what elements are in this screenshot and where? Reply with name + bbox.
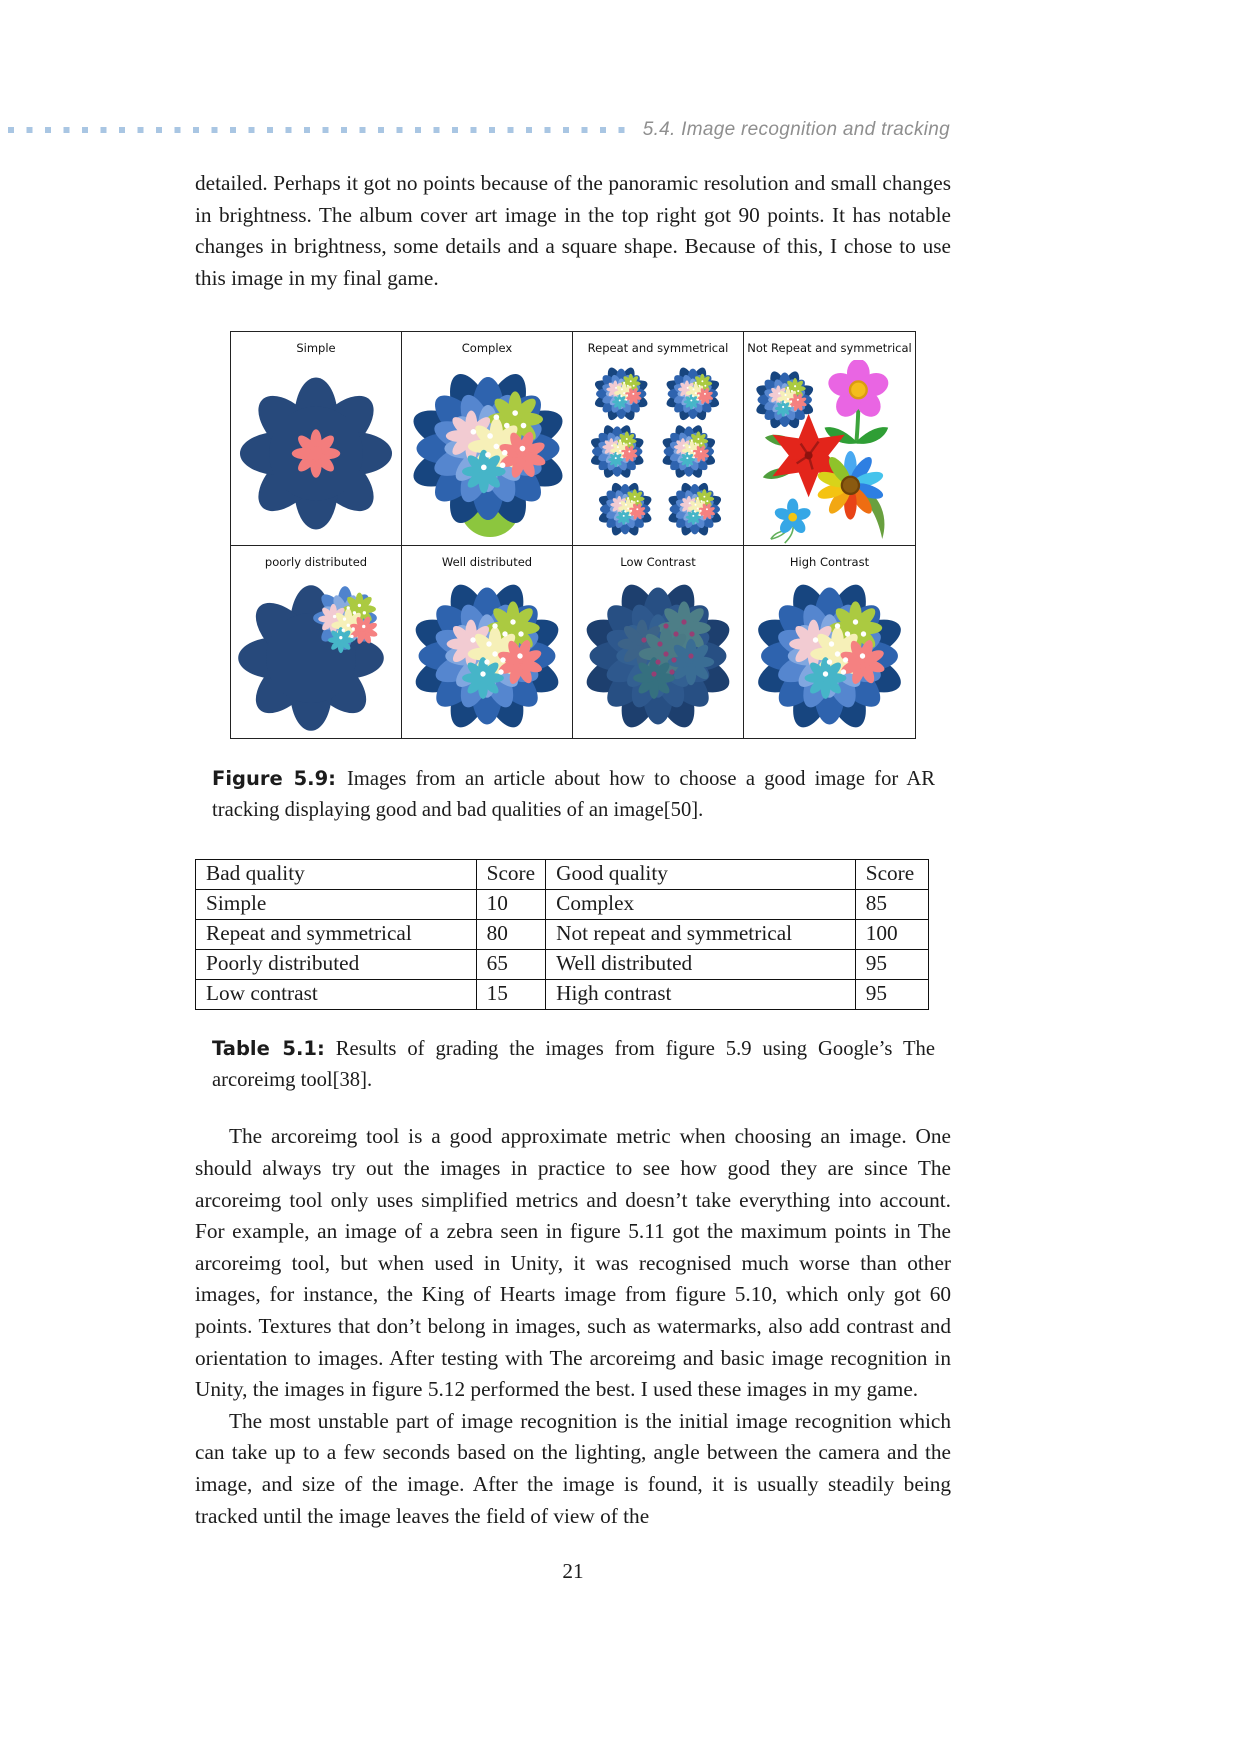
- figure-caption-label: Figure 5.9:: [212, 767, 336, 791]
- table-row: [196, 890, 929, 920]
- table-cell: 95: [855, 950, 928, 980]
- flower-well-distributed-image: [402, 574, 572, 738]
- table-header-cell: Bad quality: [196, 860, 477, 890]
- section-title: 5.4. Image recognition and tracking: [642, 119, 950, 140]
- table-header-row: [196, 860, 929, 890]
- paragraph-2: The arcoreimg tool is a good approximate metric when choosing an image. One should always try out the images in practice to see how good they are since The arcoreimg tool only uses simplified metrics and doesn’t take everything into account. For example, an image of a zebra seen in figure 5.11 got the maximum points in The arcoreimg tool, but when used in Unity, it was recognised much worse than other images, for instance, the King of Hearts image from figure 5.10, which only got 60 points. Textures that don’t belong in images, such as watermarks, also add contrast and orientation to images. After testing with The arcoreimg and basic image recognition in Unity, the images in figure 5.12 performed the best. I used these images in my game.: [195, 1124, 951, 1402]
- header-dotted-rule: [8, 127, 636, 133]
- content-column: [195, 168, 951, 1584]
- table-cell: Simple: [196, 890, 477, 920]
- figure-cell-label: Complex: [461, 341, 513, 356]
- flowers-mixed-image: [744, 360, 915, 545]
- table-cell: Not repeat and symmetrical: [546, 920, 856, 950]
- table-header-cell: Good quality: [546, 860, 856, 890]
- table-cell: 100: [855, 920, 928, 950]
- figure-cell-not-repeat: [744, 332, 915, 546]
- table-cell: Well distributed: [546, 950, 856, 980]
- table-cell: Complex: [546, 890, 856, 920]
- table-cell: High contrast: [546, 980, 856, 1010]
- figure-5-9-grid: [230, 331, 916, 739]
- table-header-cell: Score: [855, 860, 928, 890]
- figure-cell-well-distributed: [402, 546, 573, 738]
- figure-cell-label: Simple: [296, 341, 336, 356]
- figure-cell-poorly-distributed: [231, 546, 402, 738]
- page-number: 21: [562, 1559, 584, 1584]
- flower-poorly-distributed-image: [231, 574, 401, 738]
- results-table: [195, 859, 929, 1010]
- figure-cell-simple: [231, 332, 402, 546]
- flower-simple-image: [231, 360, 401, 545]
- flower-complex-image: [402, 360, 572, 545]
- paragraph-1: detailed. Perhaps it got no points because of the panoramic resolution and small changes in brightness. The album cover art image in the top right got 90 points. It has notable changes in brightness, some details and a square shape. Because of this, I chose to use this image in my final game.: [195, 171, 951, 290]
- figure-cell-low-contrast: [573, 546, 744, 738]
- running-header: [8, 119, 950, 141]
- figure-cell-complex: [402, 332, 573, 546]
- table-cell: 65: [476, 950, 546, 980]
- figure-cell-label: Repeat and symmetrical: [587, 341, 729, 356]
- figure-cell-label: poorly distributed: [264, 555, 368, 570]
- table-caption-text: Results of grading the images from figure 5.9 using Google’s The arcoreimg tool[38].: [212, 1038, 935, 1092]
- flowers-repeat-image: [573, 360, 743, 545]
- figure-cell-label: Low Contrast: [620, 555, 696, 570]
- table-caption: [212, 1033, 935, 1096]
- figure-cell-repeat: [573, 332, 744, 546]
- table-header-cell: Score: [476, 860, 546, 890]
- table-row: [196, 980, 929, 1010]
- table-cell: Low contrast: [196, 980, 477, 1010]
- table-cell: Repeat and symmetrical: [196, 920, 477, 950]
- table-cell: 80: [476, 920, 546, 950]
- table-cell: 95: [855, 980, 928, 1010]
- table-cell: 15: [476, 980, 546, 1010]
- figure-cell-label: Well distributed: [441, 555, 533, 570]
- figure-cell-label: Not Repeat and symmetrical: [747, 341, 912, 356]
- table-caption-label: Table 5.1:: [212, 1037, 325, 1061]
- table-cell: 10: [476, 890, 546, 920]
- figure-caption: [212, 763, 935, 826]
- table-cell: Poorly distributed: [196, 950, 477, 980]
- figure-cell-high-contrast: [744, 546, 915, 738]
- figure-cell-label: High Contrast: [789, 555, 870, 570]
- flower-high-contrast-image: [744, 574, 915, 738]
- table-row: [196, 920, 929, 950]
- table-row: [196, 950, 929, 980]
- table-cell: 85: [855, 890, 928, 920]
- figure-caption-text: Images from an article about how to choose a good image for AR tracking displaying good and bad qualities of an image[50].: [212, 768, 935, 822]
- paragraph-3: The most unstable part of image recognition is the initial image recognition which can take up to a few seconds based on the lighting, angle between the camera and the image, and size of the image. After the image is found, it is usually steadily being tracked until the image leaves the field of view of the: [195, 1408, 951, 1528]
- flower-low-contrast-image: [573, 574, 743, 738]
